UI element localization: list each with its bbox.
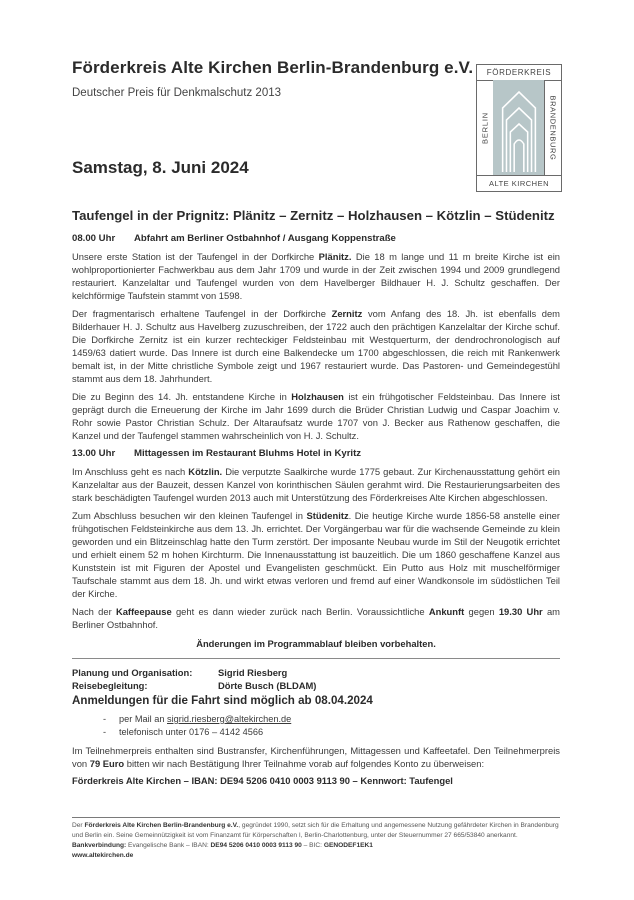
contact-label: Reisebegleitung: bbox=[72, 680, 148, 691]
schedule-item bbox=[72, 232, 560, 245]
phone-text: telefonisch unter 0176 – 4142 4566 bbox=[119, 727, 264, 737]
paragraph-zernitz: Der fragmentarisch erhaltene Taufengel in der Dorfkirche Zernitz vom Anfang des 18. Jh. ist ebenfalls dem Bilderhauer H. J. Schultz aus Havelberg zuzuschreiben, der 1722 auch den prächtigen Kanzelaltar der Kirche schuf. Die Dorfkirche Zernitz ist ein kurzer rechteckiger Feldsteinbau mit Westquerturm, der dendrochronologisch auf 1459/63 datiert wurde. Das Innere ist durch eine Balkendecke um 1700 abgeschlossen, die reich mit Rankenwerk bemalt ist, in der Mitte christliche Symbole zeigt und 1967 restauriert wurde. Das Pastoren- und Gemeindegestühl stammt aus dem 18. Jahrhundert. bbox=[72, 308, 560, 384]
footer-divider bbox=[72, 817, 560, 818]
schedule-label: Mittagessen im Restaurant Bluhms Hotel in Kyritz bbox=[134, 448, 362, 459]
dash-bullet: - bbox=[103, 727, 107, 737]
contacts bbox=[72, 666, 316, 692]
paragraph-return: Nach der Kaffeepause geht es dann wieder zurück nach Berlin. Voraussichtliche Ankunft gegen 19.30 Uhr am Berliner Ostbahnhof. bbox=[72, 606, 560, 630]
contact-label: Planung und Organisation: bbox=[72, 667, 193, 678]
registration-list bbox=[103, 713, 291, 739]
website-link[interactable]: www.altekirchen.de bbox=[72, 852, 134, 859]
list-item bbox=[103, 726, 291, 739]
program-body bbox=[72, 232, 560, 650]
dash-bullet: - bbox=[103, 714, 107, 724]
church-arches-icon bbox=[493, 80, 545, 176]
email-link[interactable]: sigrid.riesberg@altekirchen.de bbox=[167, 714, 292, 724]
paragraph-stuedenitz: Zum Abschluss besuchen wir den kleinen Taufengel in Stüdenitz. Die heutige Kirche wurde 1856-58 anstelle einer frühgotischen Feldsteinkirche aus dem 13. Jh. errichtet. Der Vorgängerbau war für die wachsende Gemeinde zu klein geworden und ein Blitzeinschlag hatte den Turm zerstört. Der imposante Neubau wurde im Stil der Neugotik errichtet und erhielt einem 52 m hohen Kirchturm. Die Innenausstattung ist bauzeitlich. Die um 1860 geschaffene Kanzel aus Kunststein ist mit Figuren der Apostel und Evangelisten geschmückt. Ein Putto aus Holz mit muschelförmiger Taufschale stammt aus dem 18. Jh. und wirkt etwas verloren und fremd auf einer Wandkonsole im südöstlichen Teil der Kirche. bbox=[72, 510, 560, 599]
contact-row bbox=[72, 666, 316, 679]
org-subtitle: Deutscher Preis für Denkmalschutz 2013 bbox=[72, 87, 282, 99]
schedule-label: Abfahrt am Berliner Ostbahnhof / Ausgang Koppenstraße bbox=[134, 233, 396, 244]
contact-row bbox=[72, 679, 316, 692]
paragraph-plaenitz: Unsere erste Station ist der Taufengel in der Dorfkirche Plänitz. Die 18 m lange und 11 m breite Kirche ist ein wohlproportionierter Fachwerkbau aus dem Jahr 1709 und wurde in der Zeit zwischen 1994 und 2009 grundlegend restauriert. Kanzelaltar und Taufengel wurden von dem Havelberger Bildhauer H. J. Schultz geschaffen. Der kelchförmige Taufstein stammt von 1598. bbox=[72, 251, 560, 301]
logo-top-text: FÖRDERKREIS bbox=[477, 65, 561, 81]
org-title: Förderkreis Alte Kirchen Berlin-Brandenburg e.V. bbox=[72, 58, 474, 77]
price-paragraph: Im Teilnehmerpreis enthalten sind Bustransfer, Kirchenführungen, Mittagessen und Kaffeetafel. Den Teilnehmerpreis von 79 Euro bitten wir nach Bestätigung Ihrer Teilnahme vorab auf folgendes Konto zu überweisen: bbox=[72, 745, 560, 769]
schedule-time: 13.00 Uhr bbox=[72, 448, 116, 459]
trip-title: Taufengel in der Prignitz: Plänitz – Zernitz – Holzhausen – Kötzlin – Stüdenitz bbox=[72, 208, 555, 223]
schedule-item bbox=[72, 447, 560, 460]
logo-left-text: BERLIN bbox=[480, 112, 490, 144]
paragraph-koetzlin: Im Anschluss geht es nach Kötzlin. Die verputzte Saalkirche wurde 1775 gebaut. Zur Kirchenausstattung gehört ein Kanzelaltar aus der Bauzeit, dessen Kanzel von korinthischen Säulen gerahmt wird. Die Restaurierungsarbeiten des stark beschädigten Taufengel wurden 2013 auch mit Unterstützung des Förderkreises Alte Kirchen abgeschlossen. bbox=[72, 466, 561, 503]
footer: Der Förderkreis Alte Kirchen Berlin-Brandenburg e.V., gegründet 1990, setzt sich für die Erhaltung und angemessene Nutzung gefährdeter Kirchen in Brandenburg und Berlin ein. Seine Gemeinnützigkeit ist vom Finanzamt für Körperschaften I, Berlin-Charlottenburg, unter der Steuernummer 27 665/53840 anerkannt. Bankverbindung: Evangelische Bank – IBAN: DE94 5206 0410 0003 9113 90 – BIC: GENODEF1EK1 www.altekirchen.de bbox=[72, 822, 559, 859]
program-change-notice: Änderungen im Programmablauf bleiben vorbehalten. bbox=[196, 638, 436, 649]
registration-title: Anmeldungen für die Fahrt sind möglich ab 08.04.2024 bbox=[72, 694, 373, 707]
list-item: - per Mail an sigrid.riesberg@altekirchen.de bbox=[103, 714, 292, 724]
contact-value: Dörte Busch (BLDAM) bbox=[218, 680, 317, 691]
event-date: Samstag, 8. Juni 2024 bbox=[72, 158, 249, 177]
paragraph-holzhausen: Die zu Beginn des 14. Jh. entstandene Kirche in Holzhausen ist ein frühgotischer Feldsteinbau. Das Innere ist geprägt durch die Erneuerung der Kirche im Jahr 1699 durch die Brüder Christian Ludwig und Caspar Joachim v. Rohr sowie Pastor Christian Schulz. Der Altaraufsatz wurde 1707 von J. Becker aus Rathenow geschaffen, die Kanzel und der Taufengel stammen wahrscheinlich von H. J. Schultz. bbox=[72, 391, 561, 441]
logo-right-text: BRANDENBURG bbox=[548, 95, 558, 161]
bank-details-line: Förderkreis Alte Kirchen – IBAN: DE94 5206 0410 0003 9113 90 – Kennwort: Taufengel bbox=[72, 775, 453, 786]
logo-bottom-text: ALTE KIRCHEN bbox=[477, 175, 561, 191]
contact-value: Sigrid Riesberg bbox=[218, 667, 288, 678]
logo bbox=[476, 64, 562, 192]
divider bbox=[72, 658, 560, 659]
schedule-time: 08.00 Uhr bbox=[72, 233, 116, 244]
